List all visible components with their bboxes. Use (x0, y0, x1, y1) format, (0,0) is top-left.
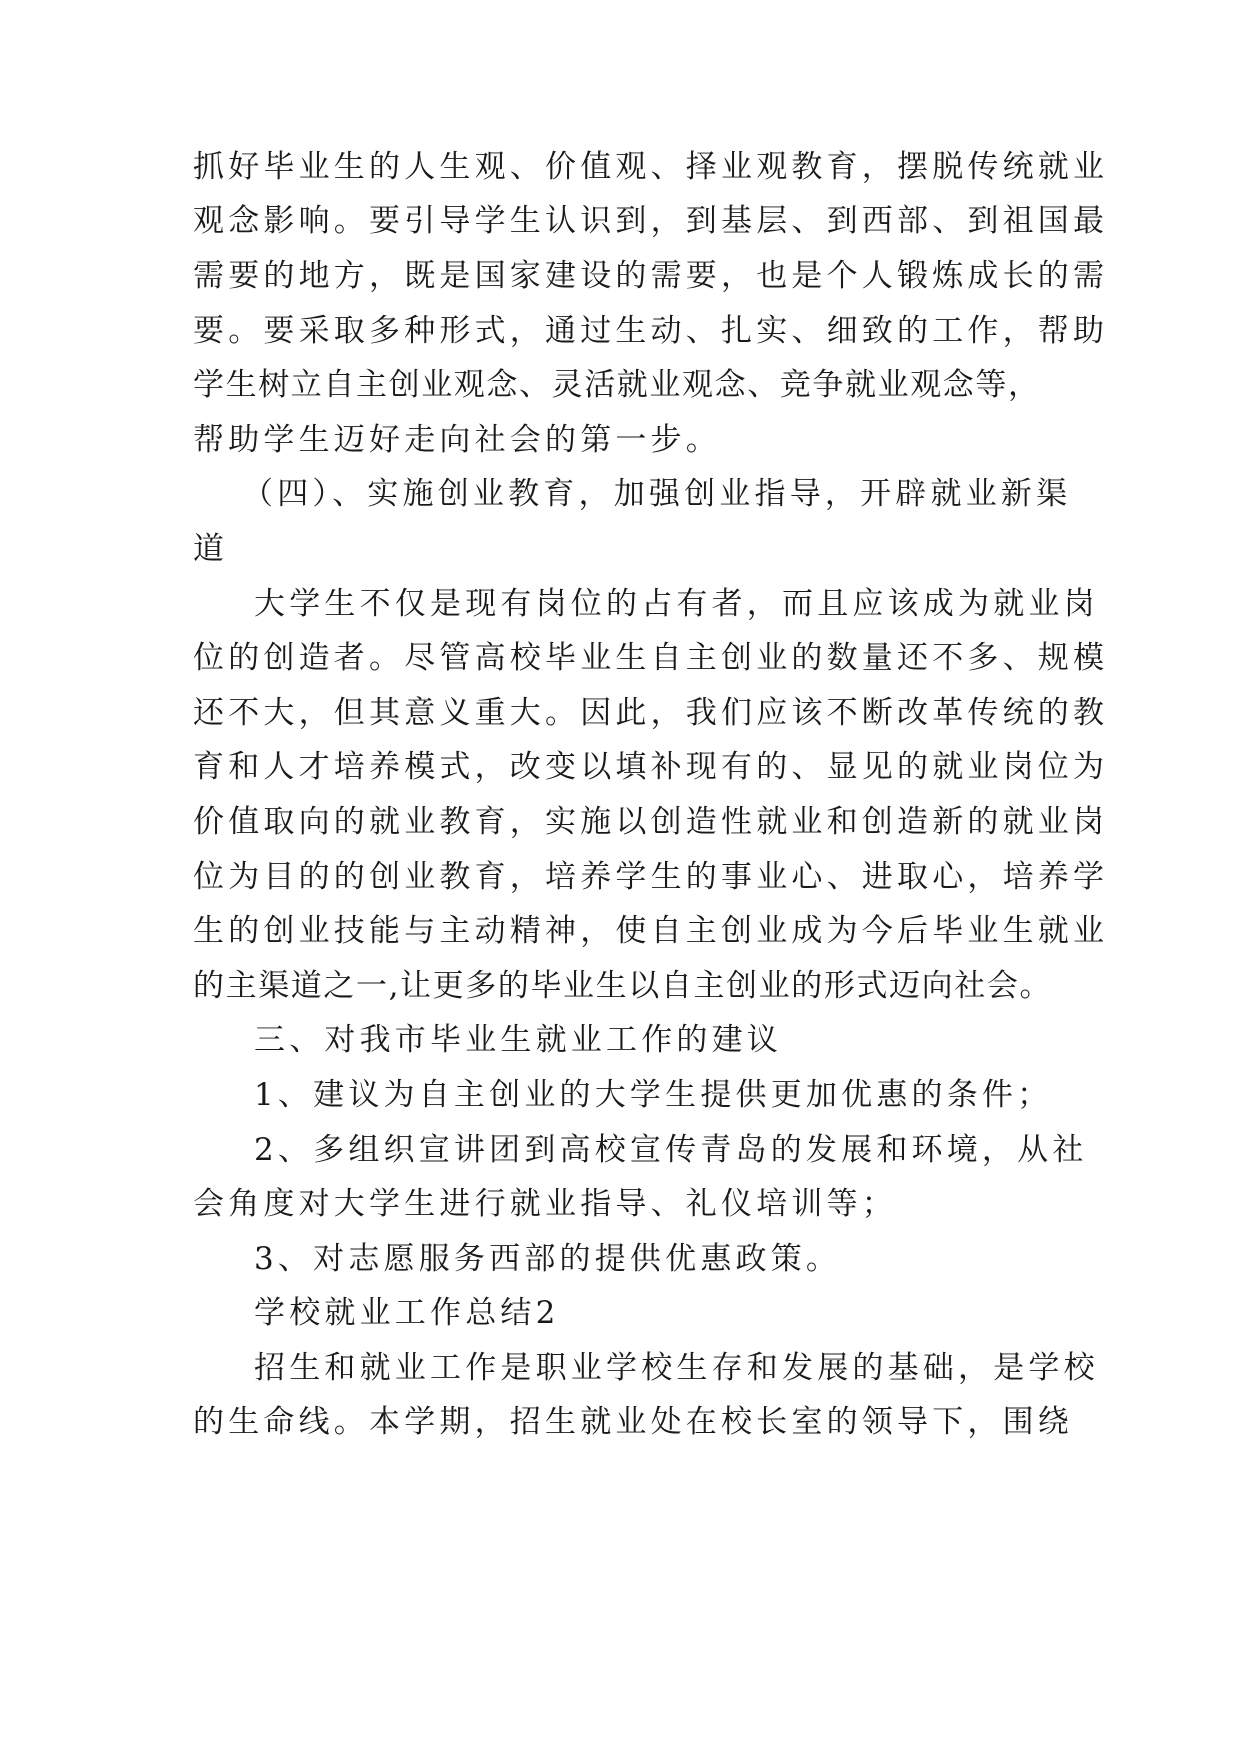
text-line: 位的创造者。尽管高校毕业生自主创业的数量还不多、规模 (193, 640, 1109, 676)
list-item: 3、对志愿服务西部的提供优惠政策。 (254, 1241, 842, 1277)
text-line: 学生树立自主创业观念、灵活就业观念、竞争就业观念等， (193, 367, 1041, 403)
list-item: 1、建议为自主创业的大学生提供更加优惠的条件； (254, 1077, 1053, 1113)
text-line: 要。要采取多种形式，通过生动、扎实、细致的工作，帮助 (193, 313, 1109, 349)
text-line: 生的创业技能与主动精神，使自主创业成为今后毕业生就业 (193, 913, 1109, 949)
text-line: 位为目的的创业教育，培养学生的事业心、进取心，培养学 (193, 859, 1109, 895)
section-heading: （四）、实施创业教育，加强创业指导，开辟就业新渠 (242, 476, 1072, 512)
text-line: 价值取向的就业教育，实施以创造性就业和创造新的就业岗 (193, 804, 1109, 840)
section-title: 学校就业工作总结2 (254, 1295, 560, 1331)
text-line: 需要的地方，既是国家建设的需要，也是个人锻炼成长的需 (193, 258, 1109, 294)
text-line: 还不大，但其意义重大。因此，我们应该不断改革传统的教 (193, 695, 1109, 731)
text-line: 道 (193, 531, 229, 567)
paragraph-start: 招生和就业工作是职业学校生存和发展的基础，是学校 (254, 1350, 1099, 1386)
section-heading: 三、对我市毕业生就业工作的建议 (254, 1022, 782, 1058)
paragraph-start: 大学生不仅是现有岗位的占有者，而且应该成为就业岗 (254, 586, 1099, 622)
text-line: 育和人才培养模式，改变以填补现有的、显见的就业岗位为 (193, 749, 1109, 785)
text-line: 抓好毕业生的人生观、价值观、择业观教育，摆脱传统就业 (193, 149, 1109, 185)
list-item: 2、多组织宣讲团到高校宣传青岛的发展和环境，从社 (254, 1132, 1088, 1168)
text-line: 的生命线。本学期，招生就业处在校长室的领导下，围绕 (193, 1404, 1073, 1440)
text-line: 观念影响。要引导学生认识到，到基层、到西部、到祖国最 (193, 203, 1109, 239)
text-line: 的主渠道之一,让更多的毕业生以自主创业的形式迈向社会。 (193, 968, 1053, 1004)
text-line: 帮助学生迈好走向社会的第一步。 (193, 422, 721, 458)
text-line: 会角度对大学生进行就业指导、礼仪培训等； (193, 1186, 897, 1222)
